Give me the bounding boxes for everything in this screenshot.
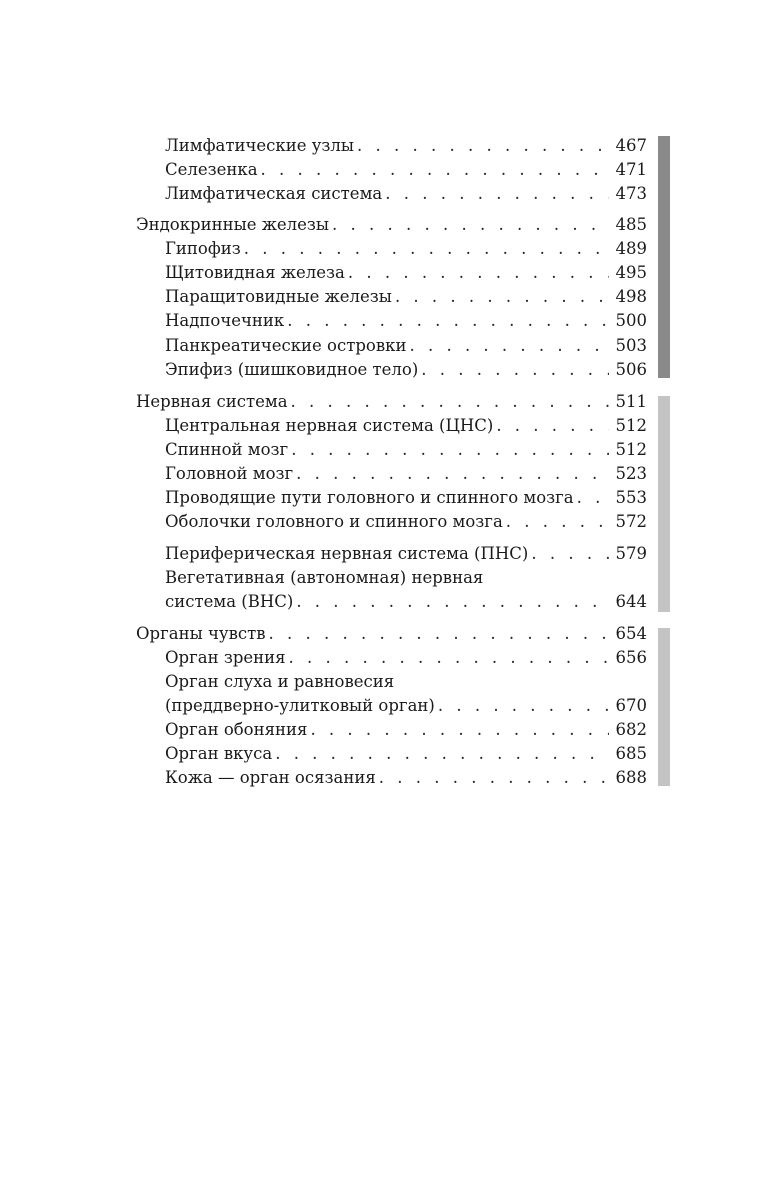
dot-leader	[287, 309, 609, 333]
entry-title: Орган зрения	[165, 648, 286, 667]
entry-page: 498	[615, 287, 647, 306]
toc-entry[interactable]	[165, 134, 647, 158]
toc-entry[interactable]	[165, 742, 647, 766]
entry-page: 495	[615, 263, 647, 282]
section-marker-bar	[658, 628, 670, 786]
entry-title: Эпифиз (шишковидное тело)	[165, 360, 419, 379]
entry-title: Паращитовидные железы	[165, 287, 392, 306]
toc-entry-line[interactable]	[165, 566, 647, 590]
entry-page: 489	[615, 239, 647, 258]
toc-entry[interactable]	[165, 237, 647, 261]
entry-title: Орган обоняния	[165, 720, 308, 739]
chapter-title: Нервная система	[136, 392, 288, 411]
toc-entry[interactable]	[165, 694, 647, 718]
toc-entry[interactable]	[165, 285, 647, 309]
entry-title: Проводящие пути головного и спинного мозга	[165, 488, 574, 507]
chapter-title: Эндокринные железы	[136, 215, 330, 234]
toc-entry[interactable]	[165, 486, 647, 510]
entry-page: 572	[615, 512, 647, 531]
entry-page: 473	[615, 184, 647, 203]
dot-leader	[357, 134, 609, 158]
entry-page: 553	[615, 488, 647, 507]
entry-title: Панкреатические островки	[165, 336, 407, 355]
dot-leader	[269, 622, 609, 646]
dot-leader	[506, 510, 609, 534]
dot-leader	[289, 646, 609, 670]
entry-title: Центральная нервная система (ЦНС)	[165, 416, 494, 435]
entry-title: Головной мозг	[165, 464, 294, 483]
toc-entry[interactable]	[165, 261, 647, 285]
dot-leader	[275, 742, 609, 766]
entry-page: 485	[615, 215, 647, 234]
toc-chapter[interactable]	[136, 622, 647, 646]
toc-entry[interactable]	[165, 158, 647, 182]
toc-entry[interactable]	[165, 542, 647, 566]
entry-page: 688	[615, 768, 647, 787]
chapter-title: Органы чувств	[136, 624, 266, 643]
dot-leader	[296, 590, 609, 614]
entry-title: (преддверно-улитковый орган)	[165, 696, 435, 715]
entry-page: 654	[615, 624, 647, 643]
entry-title: система (ВНС)	[165, 592, 294, 611]
toc-entry[interactable]	[165, 646, 647, 670]
dot-leader	[385, 182, 609, 206]
entry-title: Оболочки головного и спинного мозга	[165, 512, 503, 531]
entry-title: Периферическая нервная система (ПНС)	[165, 544, 529, 563]
section-marker-bar	[658, 396, 670, 612]
entry-title: Кожа — орган осязания	[165, 768, 376, 787]
entry-page: 579	[615, 544, 647, 563]
dot-leader	[409, 334, 609, 358]
dot-leader	[348, 261, 609, 285]
entry-title: Спинной мозг	[165, 440, 289, 459]
entry-page: 682	[615, 720, 647, 739]
toc-entry[interactable]	[165, 358, 647, 382]
entry-page: 503	[615, 336, 647, 355]
section-marker-bar	[658, 136, 670, 378]
entry-page: 685	[615, 744, 647, 763]
toc-entry[interactable]	[165, 766, 647, 790]
entry-page: 506	[615, 360, 647, 379]
entry-title: Лимфатическая система	[165, 184, 383, 203]
entry-page: 512	[615, 440, 647, 459]
toc-entry-line[interactable]	[165, 670, 647, 694]
toc-entry[interactable]	[165, 182, 647, 206]
dot-leader	[291, 438, 609, 462]
dot-leader	[395, 285, 609, 309]
entry-page: 656	[615, 648, 647, 667]
entry-page: 644	[615, 592, 647, 611]
toc-entry[interactable]	[165, 309, 647, 333]
entry-title: Щитовидная железа	[165, 263, 345, 282]
entry-title: Орган вкуса	[165, 744, 273, 763]
dot-leader	[244, 237, 609, 261]
dot-leader	[310, 718, 609, 742]
entry-page: 523	[615, 464, 647, 483]
toc-entry[interactable]	[165, 590, 647, 614]
toc-entry[interactable]	[165, 510, 647, 534]
dot-leader	[296, 462, 609, 486]
entry-page: 511	[615, 392, 647, 411]
entry-title: Гипофиз	[165, 239, 241, 258]
toc-entry[interactable]	[165, 334, 647, 358]
entry-title: Вегетативная (автономная) нервная	[165, 568, 484, 587]
dot-leader	[261, 158, 609, 182]
entry-page: 512	[615, 416, 647, 435]
entry-page: 500	[615, 311, 647, 330]
toc-entry[interactable]	[165, 438, 647, 462]
dot-leader	[438, 694, 609, 718]
dot-leader	[421, 358, 609, 382]
entry-title: Селезенка	[165, 160, 258, 179]
dot-leader	[577, 486, 609, 510]
entry-title: Надпочечник	[165, 311, 285, 330]
toc-entry[interactable]	[165, 414, 647, 438]
entry-page: 670	[615, 696, 647, 715]
entry-title: Лимфатические узлы	[165, 136, 355, 155]
toc-chapter[interactable]	[136, 390, 647, 414]
dot-leader	[379, 766, 609, 790]
entry-page: 471	[615, 160, 647, 179]
dot-leader	[531, 542, 609, 566]
entry-title: Орган слуха и равновесия	[165, 672, 395, 691]
dot-leader	[496, 414, 609, 438]
dot-leader	[291, 390, 609, 414]
dot-leader	[332, 213, 609, 237]
toc-entry[interactable]	[165, 462, 647, 486]
toc-chapter[interactable]	[136, 213, 647, 237]
toc-entry[interactable]	[165, 718, 647, 742]
entry-page: 467	[615, 136, 647, 155]
